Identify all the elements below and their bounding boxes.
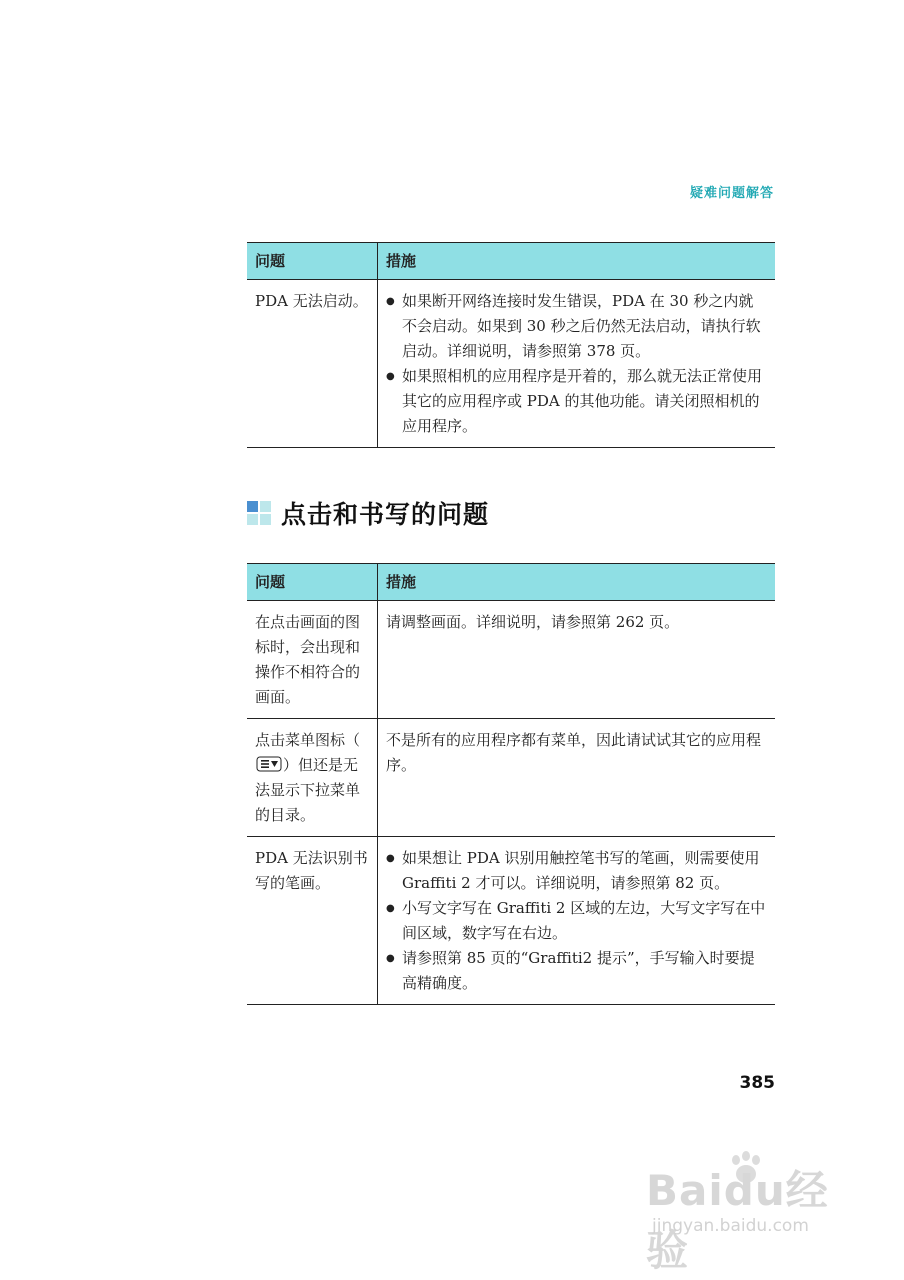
troubleshooting-table-tap-write xyxy=(247,563,775,1005)
problem-cell: 在点击画面的图标时，会出现和操作不相符合的画面。 xyxy=(247,601,378,719)
solution-bullet: ● 如果照相机的应用程序是开着的，那么就无法正常使用其它的应用程序或 PDA 的其他功能。请关闭照相机的应用程序。 xyxy=(386,364,767,439)
menu-icon xyxy=(256,756,282,772)
table-header-row xyxy=(247,564,775,601)
solution-list xyxy=(386,846,767,996)
column-header-problem: 问题 xyxy=(247,564,378,601)
solution-bullet: ● 如果想让 PDA 识别用触控笔书写的笔画，则需要使用 Graffiti 2 才可以。详细说明，请参照第 82 页。 xyxy=(386,846,767,896)
page-number: 385 xyxy=(739,1073,775,1093)
problem-text-after-icon: ）但还是无法显示下拉菜单的目录。 xyxy=(255,756,361,824)
solution-cell: 请调整画面。详细说明，请参照第 262 页。 xyxy=(378,601,776,719)
column-header-problem: 问题 xyxy=(247,243,378,280)
section-heading xyxy=(247,495,489,531)
problem-cell: PDA 无法识别书写的笔画。 xyxy=(247,837,378,1005)
problem-cell: PDA 无法启动。 xyxy=(247,280,378,448)
table-row xyxy=(247,280,775,448)
column-header-solution: 措施 xyxy=(378,564,776,601)
table-header-row xyxy=(247,243,775,280)
solution-cell: 不是所有的应用程序都有菜单，因此请试试其它的应用程序。 xyxy=(378,719,776,837)
solution-list xyxy=(386,289,767,439)
section-squares-icon xyxy=(247,501,271,525)
table-row xyxy=(247,719,775,837)
column-header-solution: 措施 xyxy=(378,243,776,280)
solution-cell xyxy=(378,837,776,1005)
section-title-text: 点击和书写的问题 xyxy=(281,500,490,529)
solution-cell xyxy=(378,280,776,448)
solution-bullet: ● 小写文字写在 Graffiti 2 区域的左边，大写文字写在中间区域，数字写在右边。 xyxy=(386,896,767,946)
watermark-logo: Baidu经验 xyxy=(646,1166,829,1275)
baidu-watermark xyxy=(640,1150,860,1275)
problem-cell xyxy=(247,719,378,837)
watermark-url: jingyan.baidu.com xyxy=(652,1216,809,1236)
chapter-header: 疑难问题解答 xyxy=(689,186,774,201)
solution-bullet: ● 请参照第 85 页的“Graffiti2 提示”，手写输入时要提高精确度。 xyxy=(386,946,767,996)
troubleshooting-table-startup xyxy=(247,242,775,448)
solution-bullet: ● 如果断开网络连接时发生错误，PDA 在 30 秒之内就不会启动。如果到 30 秒之后仍然无法启动，请执行软启动。详细说明，请参照第 378 页。 xyxy=(386,289,767,364)
table-row xyxy=(247,601,775,719)
problem-text-before-icon: 点击菜单图标（ xyxy=(255,731,361,749)
table-row xyxy=(247,837,775,1005)
